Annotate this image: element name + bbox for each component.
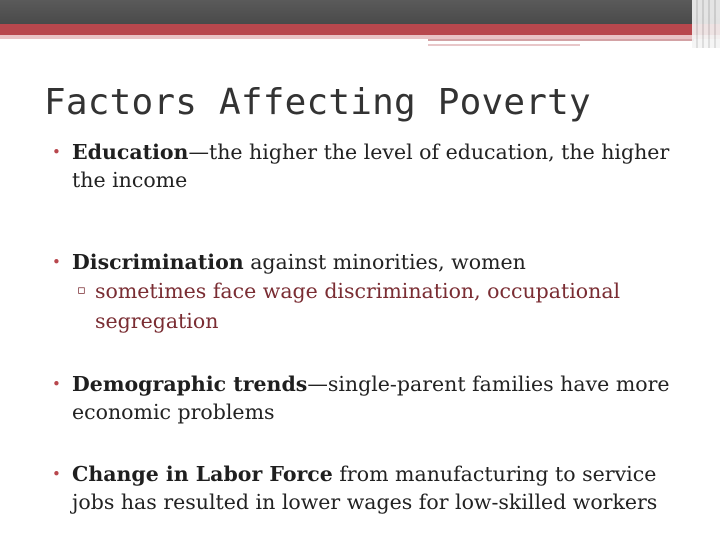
bullet-dot-icon: • xyxy=(52,143,61,161)
corner-stripes xyxy=(692,0,720,48)
bullet-text: —single-parent families have more economic problems xyxy=(72,372,670,424)
square-bullet-icon: ▫ xyxy=(77,283,86,298)
bullet-bold-label: Education xyxy=(72,140,189,164)
bullet-dot-icon: • xyxy=(52,375,61,393)
top-banner-red xyxy=(0,24,720,35)
bullet-text: —the higher the level of education, the higher the income xyxy=(72,140,670,192)
bullet-bold-label: Discrimination xyxy=(72,250,244,274)
top-banner-dark xyxy=(0,0,720,24)
bullet-education xyxy=(52,138,692,194)
bullet-text: against minorities, women xyxy=(243,250,526,274)
sub-bullet-discrimination xyxy=(52,276,692,336)
bullet-demographic-trends xyxy=(52,370,692,426)
slide-title: Factors Affecting Poverty xyxy=(44,82,591,123)
bullet-dot-icon: • xyxy=(52,253,61,271)
bullet-dot-icon: • xyxy=(52,465,61,483)
accent-line-short xyxy=(428,44,580,46)
bullet-labor-force xyxy=(52,460,692,516)
accent-line xyxy=(428,39,694,41)
bullet-discrimination xyxy=(52,248,692,276)
bullet-text: from manufacturing to service jobs has resulted in lower wages for low-skilled workers xyxy=(72,462,658,514)
bullet-bold-label: Change in Labor Force xyxy=(72,462,333,486)
bullet-list xyxy=(52,138,692,516)
sub-bullet-text: sometimes face wage discrimination, occupational segregation xyxy=(95,279,621,333)
bullet-bold-label: Demographic trends xyxy=(72,372,308,396)
